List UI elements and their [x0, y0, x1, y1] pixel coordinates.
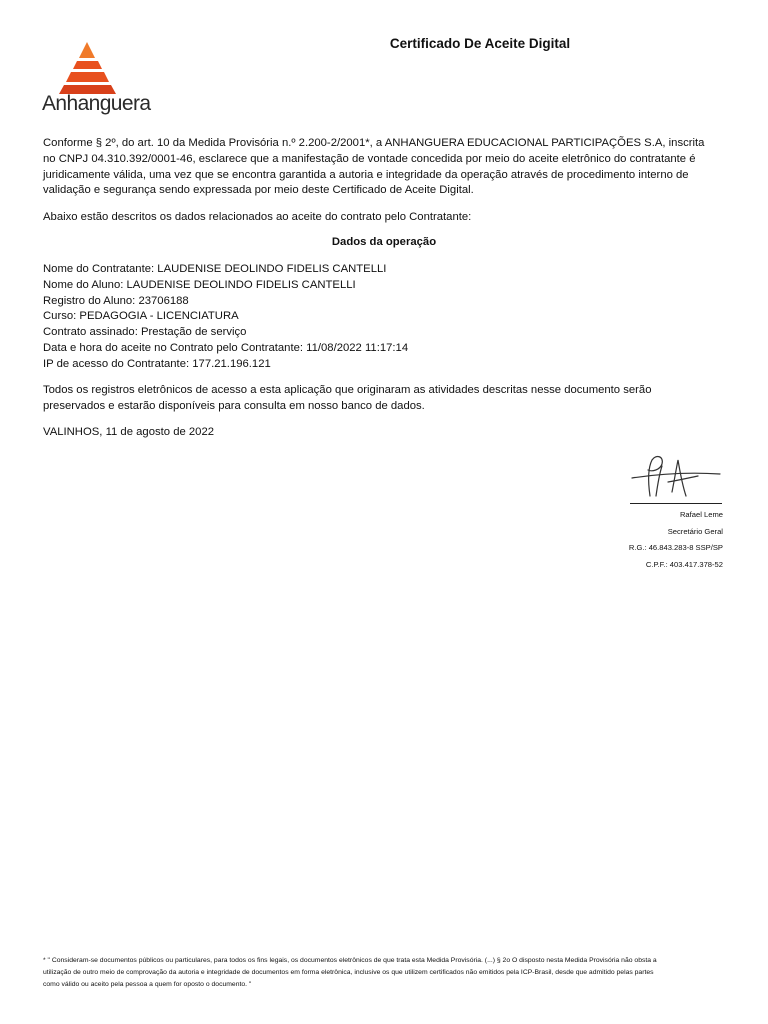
field-aluno: Nome do Aluno: LAUDENISE DEOLINDO FIDELIS CANTELLI: [43, 278, 356, 291]
place-date: VALINHOS, 11 de agosto de 2022: [43, 426, 215, 438]
signatory-cpf: C.P.F.: 403.417.378-52: [645, 559, 723, 569]
signatory-info: [629, 507, 723, 573]
signature-icon: [628, 452, 724, 502]
field-curso: Curso: PEDAGOGIA - LICENCIATURA: [43, 310, 239, 323]
footnote-line: utilização de outro meio de comprovação da autoria e integridade de documentos em forma eletrônica, inclusive os que utilizem certificados não emitidos pela ICP-Brasil, desde que admitido pelas partes: [43, 969, 654, 976]
field-contrato: Contrato assinado: Prestação de serviço: [43, 326, 247, 339]
section-title: Dados da operação: [331, 236, 437, 248]
records-line: preservados e estarão disponíveis para consulta em nosso banco de dados.: [43, 399, 425, 412]
signatory-name: Rafael Leme: [679, 510, 723, 519]
intro-line: juridicamente válida, uma vez que se encontra garantida a autoria e integridade da operação através de procedimento interno de: [43, 168, 689, 181]
document-title: Certificado De Aceite Digital: [389, 36, 571, 51]
signatory-role: Secretário Geral: [667, 526, 723, 536]
records-paragraph: [43, 383, 728, 415]
intro-paragraph: [43, 136, 728, 199]
field-data-hora: Data e hora do aceite no Contrato pelo Contratante: 11/08/2022 11:17:14: [43, 341, 409, 354]
records-line: Todos os registros eletrônicos de acesso a esta aplicação que originaram as atividades descritas nesse documento serão: [43, 384, 652, 396]
field-ip: IP de acesso do Contratante: 177.21.196.121: [43, 357, 271, 370]
intro-line: validação e segurança sendo expressada por meio deste Certificado de Aceite Digital.: [43, 184, 474, 197]
footnote: [43, 955, 733, 991]
intro-line: no CNPJ 04.310.392/0001-46, esclarece que a manifestação de vontade concedida por meio do aceite eletrônico do contratante é: [43, 152, 696, 165]
operation-fields: [43, 262, 408, 373]
brand-name: Anhanguera: [42, 92, 151, 115]
footnote-line: * " Consideram-se documentos públicos ou particulares, para todos os fins legais, os documentos eletrônicos de que trata esta Medida Provisória. (...) § 2o O disposto nesta Medida Provisória não obsta a: [43, 957, 657, 964]
signature-line: [630, 503, 722, 504]
intro-line: Conforme § 2º, do art. 10 da Medida Provisória n.º 2.200-2/2001*, a ANHANGUERA EDUCACIONAL PARTICIPAÇÕES S.A, inscrita: [43, 137, 705, 149]
field-registro: Registro do Aluno: 23706188: [43, 294, 189, 307]
field-contratante: Nome do Contratante: LAUDENISE DEOLINDO FIDELIS CANTELLI: [43, 263, 387, 275]
signatory-rg: R.G.: 46.843.283-8 SSP/SP: [628, 543, 723, 553]
footnote-line: como válido ou aceito pela pessoa a quem for oposto o documento. ": [43, 981, 252, 988]
description-text: Abaixo estão descritos os dados relacionados ao aceite do contrato pelo Contratante:: [43, 211, 472, 223]
